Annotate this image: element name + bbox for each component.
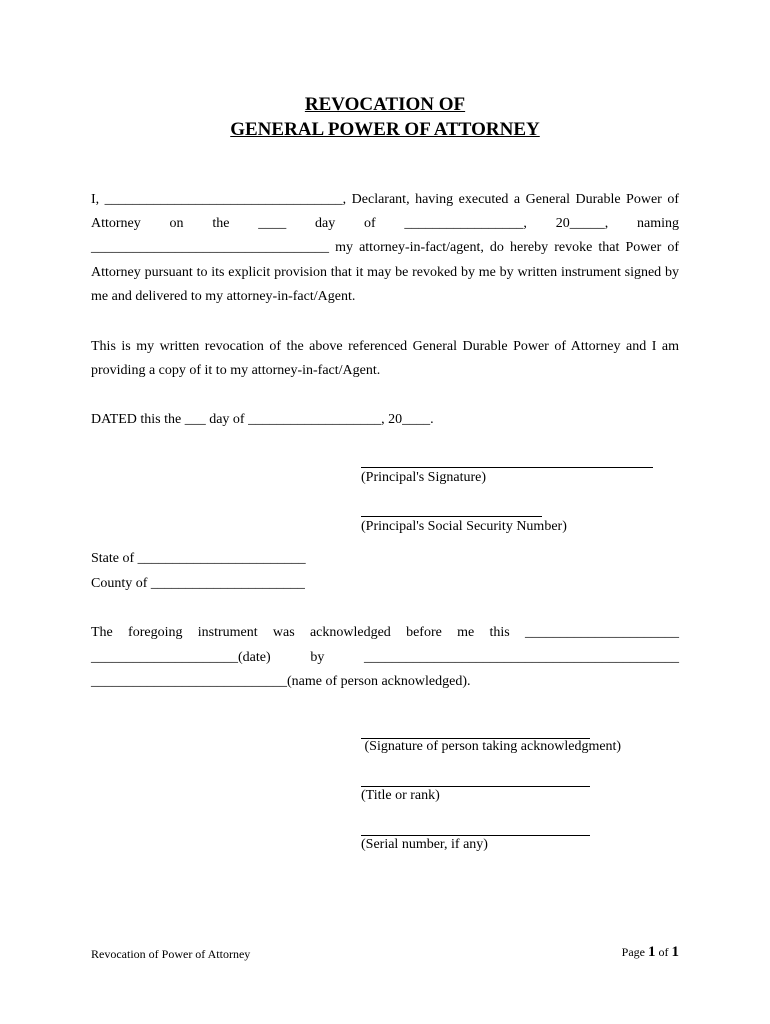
page-number: Page 1 of 1: [621, 944, 679, 960]
principal-signature-line[interactable]: [361, 467, 653, 468]
para1-line: me and delivered to my attorney-in-fact/Agent.: [91, 289, 356, 304]
para1-line: Attorney on the ____ day of _________________, 20_____, naming: [91, 216, 679, 231]
title-line-1: REVOCATION OF: [304, 94, 466, 115]
para1-line: __________________________________ my attorney-in-fact/agent, do hereby revoke that Power of: [91, 240, 679, 255]
state-line: State of ________________________: [91, 551, 306, 566]
principal-ssn-label: (Principal's Social Security Number): [361, 519, 567, 534]
title-rank-label: (Title or rank): [361, 788, 440, 803]
title-line-2: GENERAL POWER OF ATTORNEY: [230, 119, 540, 140]
notary-signature-label: (Signature of person taking acknowledgment): [361, 739, 622, 754]
para2-line: providing a copy of it to my attorney-in-fact/Agent.: [91, 363, 381, 378]
principal-signature-label: (Principal's Signature): [361, 470, 486, 485]
para2-line: This is my written revocation of the above referenced General Durable Power of Attorney and I am: [91, 339, 679, 354]
para1-line: I, __________________________________, Declarant, having executed a General Durable Power of: [91, 192, 679, 207]
footer-title: Revocation of Power of Attorney: [91, 947, 251, 961]
para1-line: Attorney pursuant to its explicit provision that it may be revoked by me by written instrument signed by: [91, 265, 679, 280]
county-line: County of ______________________: [91, 576, 305, 591]
acknowledgment-line: _____________________(date) by _____________________________________________: [91, 650, 679, 665]
acknowledgment-line: ____________________________(name of person acknowledged).: [91, 674, 471, 689]
serial-number-label: (Serial number, if any): [361, 837, 488, 852]
acknowledgment-line: The foregoing instrument was acknowledged before me this ______________________: [91, 625, 679, 640]
principal-ssn-line[interactable]: [361, 516, 542, 517]
dated-line: DATED this the ___ day of ___________________, 20____.: [91, 412, 434, 427]
